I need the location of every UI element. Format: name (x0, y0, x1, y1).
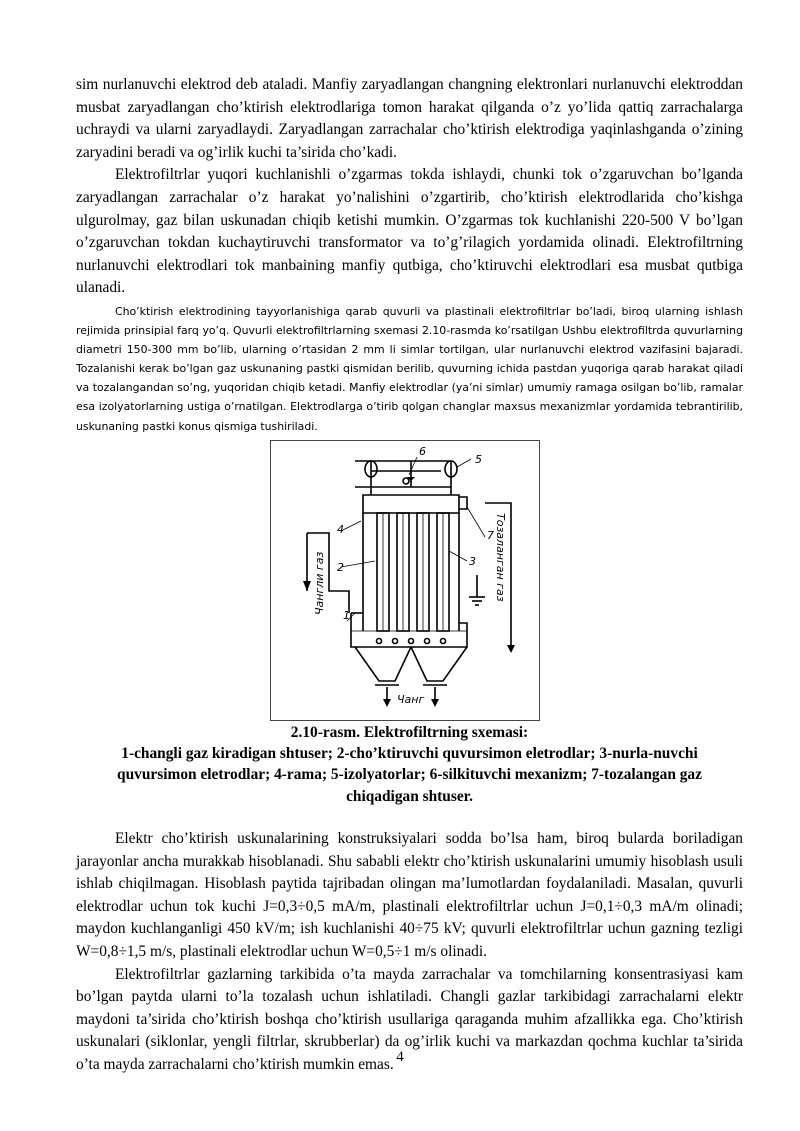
label-4: 4 (337, 522, 344, 536)
paragraph: Elektrofiltrlar gazlarning tarkibida o’ta mayda zarrachalar va tomchilarning konsentrasiyasi kam bo’lgan paytda ularni to’la tozalash uchun ishlatiladi. Changli gazlar tarkibidagi zarrachalarni elektr maydoni ta’sirida cho’ktirish boshqa cho’ktirish usullariga qaraganda muhim afzallikka ega. Cho’ktirish uskunalari (siklonlar, yengli filtrlar, skrubberlar) da og’irlik kuchi va markazdan qochma kuchlar ta’sirida o’ta mayda zarrachalarni cho’ktirish mumkin emas. (76, 965, 743, 1074)
label-1: 1 (343, 608, 350, 622)
outlet-label: Тозаланган газ (494, 512, 507, 602)
page-body (76, 74, 743, 1077)
page-number: 4 (396, 1049, 404, 1065)
label-5: 5 (475, 452, 482, 466)
paragraph: Elektrofiltrlar yuqori kuchlanishli o’zgarmas tokda ishlaydi, chunki tok o’zgaruvchan bo’lganda zaryadlangan zarrachalar o’z harakat yo’nalishini o’zgartirib, cho’ktirish elektrodlarida cho’kishga ulgurolmay, gaz bilan uskunadan chiqib ketishi mumkin. O’zgarmas tok kuchlanishi 220-500 V bo’lgan o’zgaruvchan tokdan kuchaytiruvchi transformator va to’g’rilagich yordamida olinadi. Elektrofiltrning nurlanuvchi elektrodlari tok manbaining manfiy qutbiga, cho’ktiruvchi elektrodlari esa musbat qutbiga ulanadi. (76, 166, 743, 297)
label-3: 3 (469, 554, 476, 568)
diagram-svg (271, 441, 539, 720)
inlet-label: Чангли газ (313, 551, 326, 615)
electrofilter-diagram (270, 440, 540, 721)
small-paragraph: Cho’ktirish elektrodining tayyorlanishiga qarab quvurli va plastinali elektrofiltrlar bo’ladi, biroq ularning ishlash rejimida prinsipial farq yo’q. Quvurli elektrofiltrlarning sxemasi 2.10-rasmda ko’rsatilgan Ushbu elektrofiltrda quvurlarning diametri 150-300 mm bo’lib, ularning o’rtasidan 2 mm li simlar tortilgan, ular nurlanuvchi elektrod vazifasini bajaradi. Tozalanishi kerak bo’lgan gaz uskunaning pastki qismidan berilib, quvurning ichida pastdan yuqoriga qarab harakat qiladi va tozalangandan so’ng, yuqoridan chiqib ketadi. Manfiy elektrodlar (ya’ni simlar) umumiy ramaga osilgan bo’lib, ramalar esa izolyatorlarning ustiga o’rnatilgan. Elektrodlarga o’tirib qolgan changlar maxsus mexanizmlar yordamida tebrantirilib, uskunaning pastki konus qismiga tushiriladi. (76, 304, 743, 433)
label-2: 2 (337, 560, 344, 574)
figure-caption-title: 2.10-rasm. Elektrofiltrning sxemasi: (290, 723, 529, 741)
paragraph: sim nurlanuvchi elektrod deb ataladi. Manfiy zaryadlangan changning elektronlari nurlanuvchi elektroddan musbat zaryadlangan cho’ktirish elektrodlariga tomon harakat qilganda o’z yo’lida qattiq zarrachalarga uchraydi va ularni zaryadlaydi. Zaryadlangan zarrachalar cho’ktirish elektrodiga yaqinlashganda o’zining zaryadini beradi va og’irlik kuchi ta’sirida cho’kadi. (76, 76, 743, 161)
label-6: 6 (419, 444, 426, 458)
dust-label: Чанг (397, 692, 425, 706)
paragraph: Elektr cho’ktirish uskunalarining konstruksiyalari sodda bo’lsa ham, biroq bularda boriladigan jarayonlar ancha murakkab hisoblanadi. Shu sababli elektr cho’ktirish uskunalarini umumiy hisoblash usuli ishlab chiqilmagan. Hisoblash paytida tajribadan olingan ma’lumotlardan foydalaniladi. Masalan, quvurli elektrodlar uchun tok kuchi J=0,3÷0,5 mA/m, plastinali elektrofiltrlar uchun J=0,1÷0,3 mA/m olinadi; maydon kuchlanganligi 450 kV/m; ish kuchlanishi 40÷75 kV; quvurli elektrofiltrlar uchun gazning tezligi W=0,8÷1,5 m/s, plastinali elektrodlar uchun W=0,5÷1 m/s olinadi. (76, 830, 743, 961)
label-7: 7 (487, 528, 494, 542)
figure-caption-body: 1-changli gaz kiradigan shtuser; 2-cho’ktiruvchi quvursimon eletrodlar; 3-nurla-nuvchi quvursimon eletrodlar; 4-rama; 5-izolyatorlar; 6-silkituvchi mexanizm; 7-tozalangan gaz chiqadigan shtuser. (117, 744, 702, 805)
